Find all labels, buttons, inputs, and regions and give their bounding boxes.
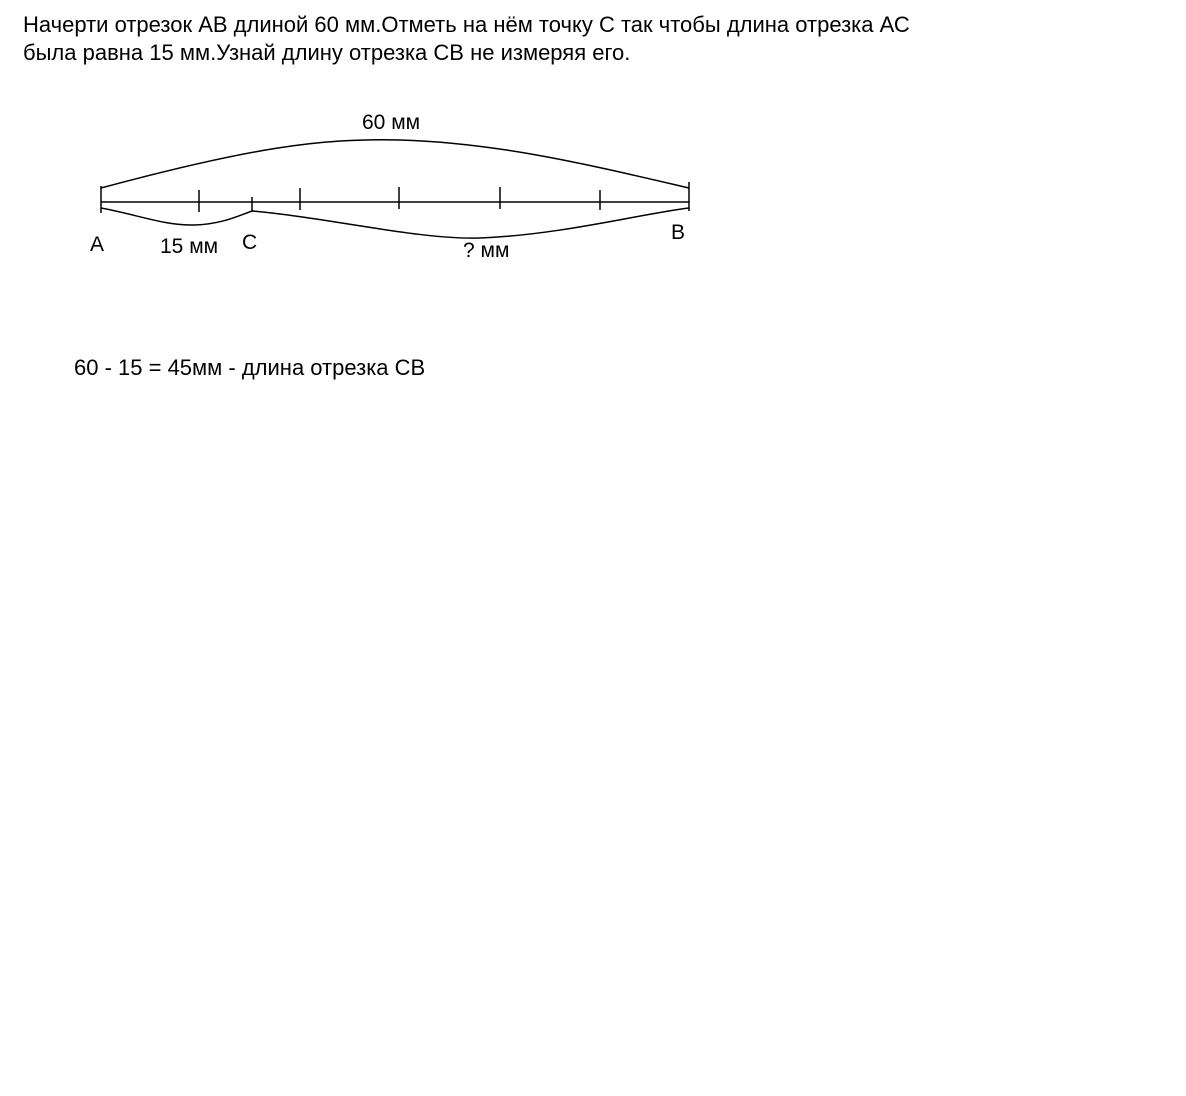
point-label-c: С bbox=[242, 231, 258, 254]
label-total: 60 мм bbox=[362, 111, 421, 134]
arc-cb bbox=[252, 208, 689, 238]
problem-text-line-1: Начерти отрезок АВ длиной 60 мм.Отметь на нём точку С так чтобы длина отрезка АС bbox=[23, 12, 910, 37]
label-ac: 15 мм bbox=[160, 235, 219, 258]
point-label-b: В bbox=[671, 221, 686, 244]
problem-text-line-2: была равна 15 мм.Узнай длину отрезка СВ не измеряя его. bbox=[23, 40, 631, 65]
label-cb: ? мм bbox=[463, 239, 510, 262]
answer-text: 60 - 15 = 45мм - длина отрезка СВ bbox=[74, 355, 426, 380]
arc-total bbox=[101, 140, 689, 188]
segment-diagram bbox=[0, 0, 1186, 300]
arc-ac bbox=[101, 208, 252, 225]
point-label-a: А bbox=[90, 233, 105, 256]
